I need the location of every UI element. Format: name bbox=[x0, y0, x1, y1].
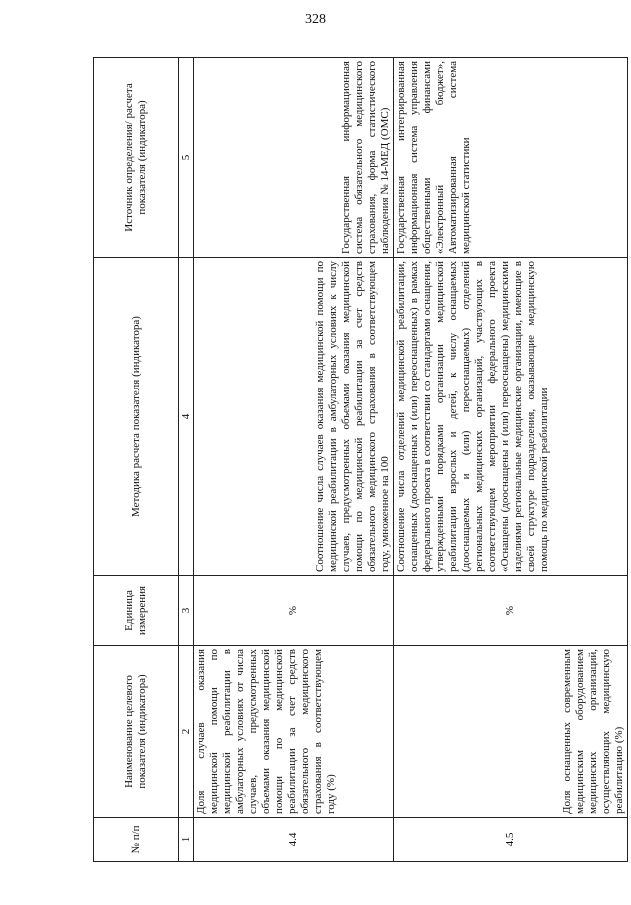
header-source: Источник определения/ расчета показателя (индикатора) bbox=[94, 58, 179, 258]
indicator-table bbox=[93, 57, 628, 862]
header-method: Методика расчета показателя (индикатора) bbox=[94, 258, 179, 576]
column-number: 5 bbox=[179, 58, 194, 258]
row-number: 4.4 bbox=[194, 818, 394, 862]
column-number: 3 bbox=[179, 576, 194, 646]
data-source: Государственная интегрированная информационная система управления общественными финансами «Электронный бюджет», Автоматизированная система медицинской статистики bbox=[394, 58, 628, 258]
indicator-name: Доля оснащенных современным медицинским оборудованием медицинских организаций, осуществляющих медицинскую реабилитацию (%) bbox=[394, 646, 628, 818]
column-number: 1 bbox=[179, 818, 194, 862]
column-number: 4 bbox=[179, 258, 194, 576]
unit: % bbox=[194, 576, 394, 646]
column-number: 2 bbox=[179, 646, 194, 818]
table-header-row bbox=[94, 58, 179, 862]
calculation-method: Соотношение числа случаев оказания медицинской помощи по медицинской реабилитации в амбулаторных условиях к числу случаев, предусмотренных объемами оказания медицинской помощи по медицинской реабилитации за счет средств обязательного медицинского страхования в соответствующем году, умноженное на 100 bbox=[194, 258, 394, 576]
data-source: Государственная информационная система обязательного медицинского страхования, форма статистического наблюдения № 14-МЕД (ОМС) bbox=[194, 58, 394, 258]
indicator-name: Доля случаев оказания медицинской помощи по медицинской реабилитации в амбулаторных условиях от числа случаев, предусмотренных объемами оказания медицинской помощи по медицинской реабилитации за счет средств обязательного медицинского страхования в соответствующем году (%) bbox=[194, 646, 394, 818]
header-indicator-name: Наименование целевого показателя (индикатора) bbox=[94, 646, 179, 818]
unit: % bbox=[394, 576, 628, 646]
header-unit: Единица измерения bbox=[94, 576, 179, 646]
rotated-table-wrapper bbox=[93, 58, 628, 862]
calculation-method: Соотношение числа отделений медицинской реабилитации, оснащенных (дооснащенных и (или) переоснащенных) в рамках федерального проекта в соответствии со стандартами оснащения, утвержденными порядками организации медицинской реабилитации взрослых и детей, к числу оснащаемых (дооснащаемых и (или) переоснащаемых) отделений региональных медицинских организаций, участвующих в соответствующем мероприятии федерального проекта «Оснащены (дооснащены и (или) переоснащены) медицинскими изделиями региональные медицинские организации, имеющие в своей структуре подразделения, оказывающие медицинскую помощь по медицинской реабилитации bbox=[394, 258, 628, 576]
row-number: 4.5 bbox=[394, 818, 628, 862]
column-number-row bbox=[179, 58, 194, 862]
table-row bbox=[194, 58, 394, 862]
table-row bbox=[394, 58, 628, 862]
header-number: № п/п bbox=[94, 818, 179, 862]
page-number: 328 bbox=[305, 12, 326, 27]
